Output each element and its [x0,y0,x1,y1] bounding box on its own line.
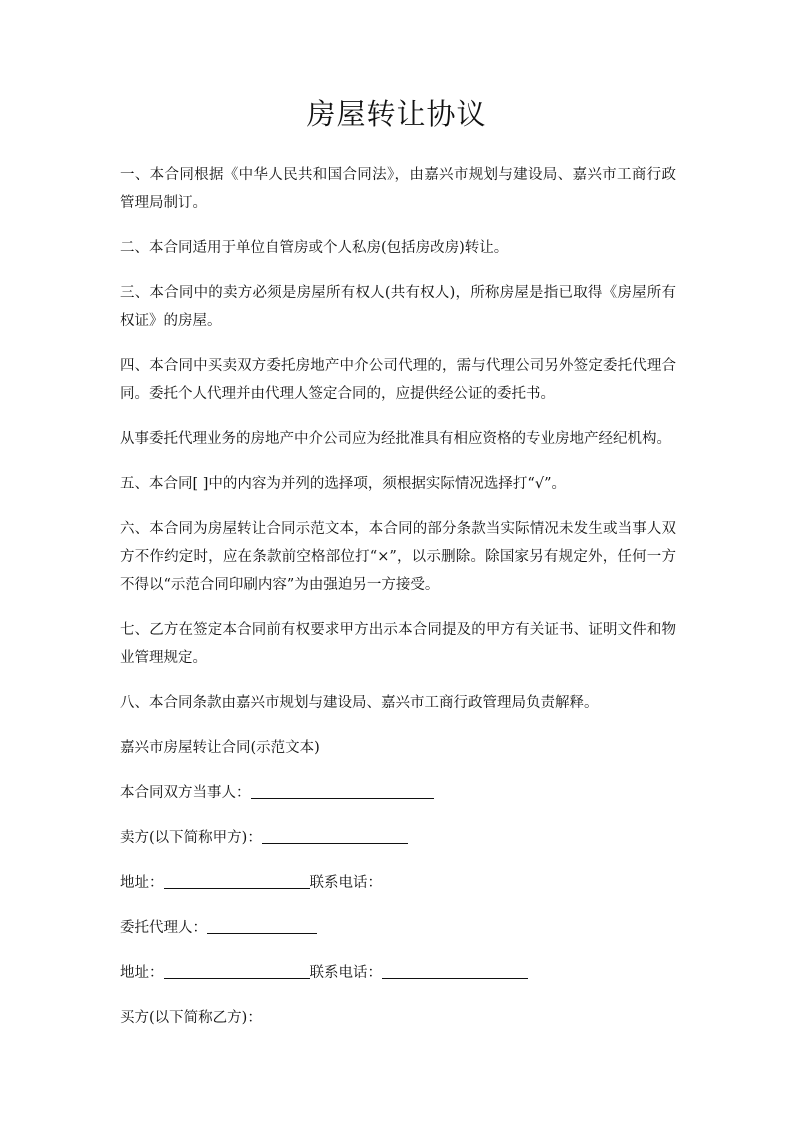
seller-blank[interactable] [262,827,408,844]
document-body [120,161,676,1032]
agent-address-field [120,959,676,987]
paragraph-2: 二、本合同适用于单位自管房或个人私房(包括房改房)转让。 [120,240,509,256]
agent-phone-label: 联系电话： [309,965,382,981]
agent-address-blank[interactable] [164,962,310,979]
buyer-field [120,1004,676,1032]
seller-label: 卖方(以下简称甲方)： [120,830,262,846]
paragraph-8: 七、乙方在签定本合同前有权要求甲方出示本合同提及的甲方有关证书、证明文件和物业管理规定。 [120,622,676,666]
paragraph-4: 四、本合同中买卖双方委托房地产中介公司代理的，需与代理公司另外签定委托代理合同。委托个人代理并由代理人签定合同的，应提供经公证的委托书。 [120,358,676,402]
buyer-label: 买方(以下简称乙方)： [120,1010,262,1026]
seller-address-field [120,869,676,897]
agent-field [120,914,676,942]
paragraph-5: 从事委托代理业务的房地产中介公司应为经批准具有相应资格的专业房地产经纪机构。 [120,431,671,447]
contract-subtitle: 嘉兴市房屋转让合同(示范文本) [120,740,320,756]
seller-field [120,824,676,852]
paragraph-6: 五、本合同[ ]中的内容为并列的选择项，须根据实际情况选择打“√”。 [120,476,566,492]
paragraph-7: 六、本合同为房屋转让合同示范文本，本合同的部分条款当实际情况未发生或当事人双方不作约定时，应在条款前空格部位打“×”，以示删除。除国家另有规定外，任何一方不得以“示范合同印刷内容”为由强迫另一方接受。 [120,521,676,593]
parties-field [120,779,676,807]
agent-label: 委托代理人： [120,920,207,936]
parties-blank[interactable] [251,782,434,799]
parties-label: 本合同双方当事人： [120,785,251,801]
paragraph-3: 三、本合同中的卖方必须是房屋所有权人(共有权人)，所称房屋是指已取得《房屋所有权证》的房屋。 [120,285,676,329]
seller-address-blank[interactable] [164,872,310,889]
paragraph-1: 一、本合同根据《中华人民共和国合同法》，由嘉兴市规划与建设局、嘉兴市工商行政管理局制订。 [120,167,676,211]
document-title: 房屋转让协议 [306,97,487,131]
seller-phone-label: 联系电话： [309,875,382,891]
paragraph-9: 八、本合同条款由嘉兴市规划与建设局、嘉兴市工商行政管理局负责解释。 [120,695,599,711]
agent-phone-blank[interactable] [382,962,528,979]
seller-address-label: 地址： [120,875,164,891]
agent-address-label: 地址： [120,965,164,981]
agent-blank[interactable] [207,917,317,934]
